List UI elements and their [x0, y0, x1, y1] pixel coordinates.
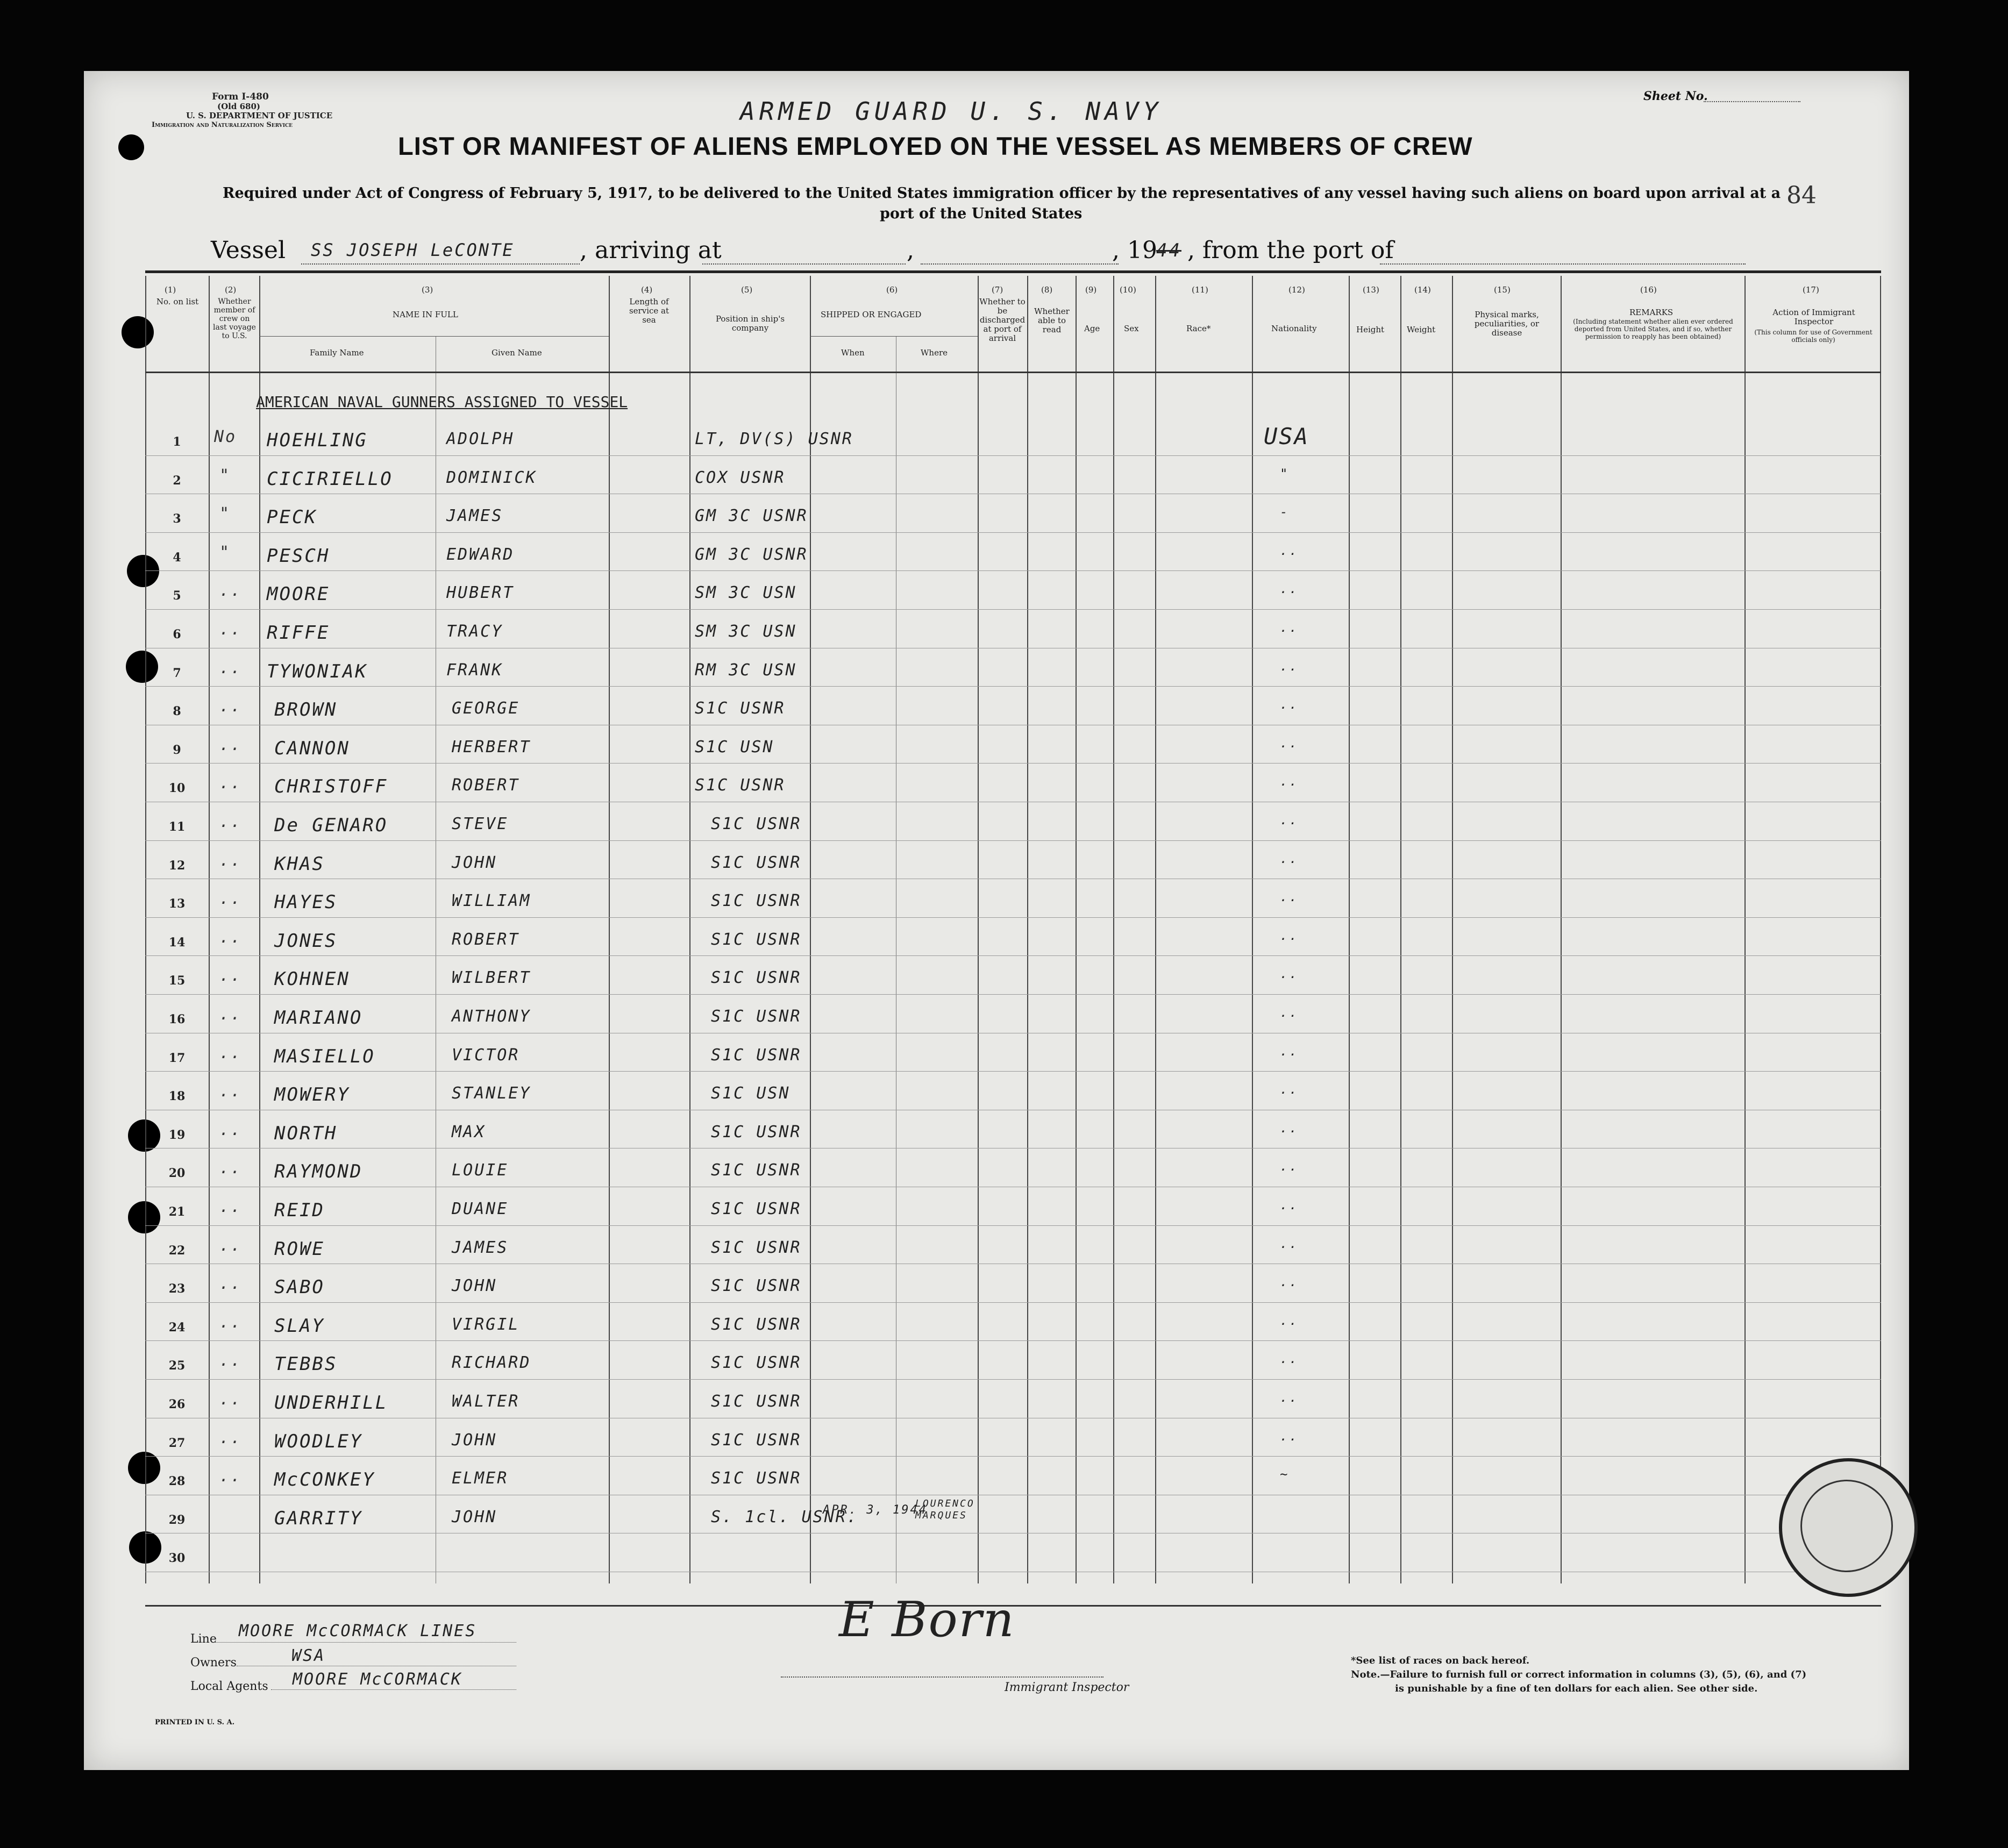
- col-3-num: (3): [422, 285, 433, 295]
- crew-member-last-voyage: ..: [219, 1390, 243, 1409]
- col-7-num: (7): [992, 285, 1003, 295]
- vessel-field-line: [301, 263, 580, 265]
- row-number: 11: [168, 820, 186, 834]
- family-name: JONES: [274, 930, 338, 952]
- nationality: ..: [1280, 1312, 1299, 1328]
- family-name: NORTH: [274, 1122, 338, 1144]
- crew-member-last-voyage: ..: [219, 927, 243, 947]
- given-name: HERBERT: [452, 737, 531, 757]
- family-name: CHRISTOFF: [274, 776, 388, 798]
- given-name: JOHN: [452, 1430, 497, 1450]
- family-name: KHAS: [274, 853, 325, 875]
- given-name: LOUIE: [452, 1161, 509, 1180]
- row-number: 19: [168, 1128, 186, 1142]
- position-in-company: LT, DV(S) USNR: [695, 430, 853, 448]
- row-number: 29: [168, 1512, 186, 1527]
- nationality: ..: [1280, 1351, 1299, 1367]
- row-number: 10: [168, 781, 186, 796]
- crew-member-last-voyage: ..: [219, 1043, 243, 1062]
- given-name: ROBERT: [452, 776, 520, 795]
- col-3-label: NAME IN FULL: [393, 310, 458, 319]
- vessel-label: Vessel: [211, 237, 286, 264]
- col-6-num: (6): [886, 285, 898, 295]
- col-11-label: Race*: [1186, 324, 1211, 333]
- family-name: SLAY: [274, 1315, 325, 1337]
- table-row: [145, 1113, 1881, 1152]
- col-9-label: Age: [1084, 324, 1100, 333]
- col-6-label: SHIPPED OR ENGAGED: [821, 310, 922, 319]
- family-name: PESCH: [267, 545, 330, 567]
- col-14-label: Weight: [1407, 325, 1436, 334]
- nationality: ..: [1280, 1428, 1299, 1444]
- col-5-num: (5): [741, 285, 753, 295]
- name-subheader-rule: [259, 336, 609, 337]
- family-name: WOODLEY: [274, 1430, 363, 1452]
- family-name: CANNON: [274, 737, 350, 759]
- position-in-company: S1C USNR: [711, 1315, 802, 1334]
- given-name: WALTER: [452, 1392, 520, 1411]
- table-row: [145, 497, 1881, 536]
- table-row: [145, 536, 1881, 574]
- col-10-num: (10): [1120, 285, 1136, 295]
- row-number: 9: [173, 743, 181, 757]
- table-row: [145, 1421, 1881, 1460]
- position-in-company: RM 3C USN: [695, 660, 797, 680]
- position-in-company: S1C USNR: [711, 1392, 802, 1411]
- table-row: [145, 459, 1881, 497]
- family-name: HOEHLING: [267, 430, 368, 451]
- crew-member-last-voyage: ..: [219, 658, 243, 677]
- footer-agents-value: MOORE McCORMACK: [293, 1670, 462, 1689]
- arriving-field-line: [702, 263, 906, 265]
- year-value: 44: [1156, 240, 1181, 261]
- nationality: ..: [1280, 1043, 1299, 1059]
- family-name: MARIANO: [274, 1007, 363, 1029]
- crew-member-last-voyage: ..: [219, 1197, 243, 1216]
- given-name: WILLIAM: [452, 891, 531, 911]
- nationality: ..: [1280, 966, 1299, 982]
- row-number: 22: [168, 1243, 186, 1258]
- crew-member-last-voyage: ..: [219, 851, 243, 870]
- footer-agents-label: Local Agents: [190, 1680, 268, 1693]
- position-in-company: S1C USNR: [711, 1122, 802, 1141]
- given-name: TRACY: [446, 622, 503, 641]
- crew-member-last-voyage: ..: [219, 966, 243, 986]
- given-name: ANTHONY: [452, 1007, 531, 1026]
- position-in-company: S1C USNR: [711, 815, 802, 833]
- position-in-company: S1C USNR: [711, 891, 802, 911]
- given-name: VIRGIL: [452, 1315, 520, 1334]
- table-row: [145, 1267, 1881, 1305]
- form-old-number: (Old 680): [217, 102, 260, 111]
- form-subtitle-2: port of the United States: [880, 205, 1083, 222]
- table-row: [145, 1344, 1881, 1382]
- nationality: ..: [1280, 812, 1299, 827]
- row-number: 8: [173, 704, 181, 719]
- position-in-company: S1C USNR: [711, 1469, 802, 1488]
- row-number: 15: [168, 974, 186, 988]
- table-row: [145, 844, 1881, 882]
- position-in-company: COX USNR: [695, 468, 786, 487]
- family-name: MOORE: [267, 583, 330, 605]
- crew-member-last-voyage: ": [219, 504, 231, 524]
- table-row: [145, 766, 1881, 805]
- col-16-label: REMARKS: [1629, 308, 1674, 317]
- given-name: VICTOR: [452, 1045, 520, 1065]
- form-title: LIST OR MANIFEST OF ALIENS EMPLOYED ON THE VESSEL AS MEMBERS OF CREW: [398, 132, 1473, 160]
- crew-member-last-voyage: ": [219, 543, 231, 562]
- given-name: DOMINICK: [446, 468, 537, 487]
- from-port-label: , from the port of: [1187, 237, 1394, 264]
- footer-line-label: Line: [190, 1632, 217, 1646]
- col-12-label: Nationality: [1271, 324, 1317, 333]
- row-number: 3: [173, 512, 181, 526]
- table-row: [145, 882, 1881, 921]
- table-row: [145, 651, 1881, 690]
- footer-owners-value: WSA: [291, 1646, 326, 1665]
- given-name: DUANE: [452, 1200, 509, 1218]
- nationality: ..: [1280, 851, 1299, 866]
- row-number: 7: [173, 666, 181, 680]
- position-in-company: GM 3C USNR: [695, 506, 808, 526]
- table-row: [145, 959, 1881, 997]
- nationality: -: [1280, 504, 1290, 520]
- col-11-num: (11): [1192, 285, 1208, 295]
- family-name: RIFFE: [267, 622, 330, 644]
- crew-member-last-voyage: ..: [219, 1467, 243, 1486]
- table-row: [145, 1151, 1881, 1190]
- col-16-num: (16): [1640, 285, 1657, 295]
- crew-member-last-voyage: ..: [219, 1120, 243, 1139]
- arriving-label: , arriving at: [580, 237, 722, 264]
- consulate-seal: [1779, 1458, 1918, 1597]
- row-number: 25: [168, 1359, 186, 1373]
- row-number: 23: [168, 1282, 186, 1296]
- table-row: [145, 1498, 1881, 1537]
- table-row: [145, 689, 1881, 728]
- family-name: BROWN: [274, 699, 338, 721]
- service-name: Immigration and Naturalization Service: [152, 121, 293, 129]
- shipped-subheader-rule: [810, 336, 978, 337]
- table-row: [145, 1036, 1881, 1075]
- given-name: JOHN: [452, 1507, 497, 1526]
- table-row: [145, 1536, 1881, 1575]
- row-number: 13: [168, 897, 186, 911]
- col-2-label: Whether member of crew on last voyage to U.S.: [213, 297, 256, 340]
- sheet-number-label: Sheet No.: [1643, 89, 1708, 103]
- nationality: ~: [1280, 1467, 1290, 1482]
- position-in-company: S1C USNR: [711, 1353, 802, 1373]
- crew-member-last-voyage: ..: [219, 697, 243, 716]
- position-in-company: GM 3C USNR: [695, 545, 808, 564]
- col-17-label: Action of Immigrant Inspector: [1772, 308, 1855, 326]
- nationality: ..: [1280, 1005, 1299, 1020]
- col-4-label: Length of service at sea: [629, 297, 670, 325]
- given-name: FRANK: [446, 660, 503, 680]
- nationality: ..: [1280, 1390, 1299, 1405]
- family-name: MOWERY: [274, 1084, 350, 1106]
- nationality: ..: [1280, 658, 1299, 674]
- family-name: McCONKEY: [274, 1469, 375, 1491]
- nationality: ..: [1280, 735, 1299, 751]
- col-9-num: (9): [1085, 285, 1097, 295]
- col-12-num: (12): [1288, 285, 1305, 295]
- nationality: ..: [1280, 774, 1299, 789]
- crew-member-last-voyage: ..: [219, 774, 243, 793]
- crew-member-last-voyage: ..: [219, 1236, 243, 1255]
- position-in-company: S1C USNR: [711, 1161, 802, 1180]
- row-number: 28: [168, 1474, 186, 1489]
- table-row: [145, 1305, 1881, 1344]
- row-number: 6: [173, 627, 181, 641]
- table-row: [145, 1074, 1881, 1113]
- nationality: ..: [1280, 581, 1299, 597]
- row-number: 16: [168, 1012, 186, 1026]
- date-field-line: [921, 263, 1119, 265]
- col-6-sub-when: When: [841, 348, 865, 358]
- nationality: ..: [1280, 889, 1299, 905]
- family-name: GARRITY: [274, 1507, 363, 1529]
- col-10-label: Sex: [1124, 324, 1139, 333]
- col-15-num: (15): [1494, 285, 1511, 295]
- fine-note-2: is punishable by a fine of ten dollars for each alien. See other side.: [1395, 1683, 1758, 1694]
- row-number: 24: [168, 1320, 186, 1335]
- table-row: [145, 1382, 1881, 1421]
- given-name: JAMES: [446, 506, 503, 526]
- row-number: 26: [168, 1397, 186, 1411]
- vessel-name: SS JOSEPH LeCONTE: [311, 240, 515, 260]
- inspector-signature: E Born: [839, 1592, 1015, 1648]
- family-name: REID: [274, 1200, 325, 1221]
- row-number: 20: [168, 1166, 186, 1181]
- table-row: [145, 1229, 1881, 1267]
- nationality: USA: [1264, 423, 1309, 449]
- crew-member-last-voyage: ..: [219, 812, 243, 831]
- table-row: [145, 420, 1881, 459]
- crew-table: [145, 276, 1881, 1583]
- family-name: MASIELLO: [274, 1045, 375, 1067]
- nationality: ..: [1280, 1236, 1299, 1251]
- crew-member-last-voyage: ..: [219, 1274, 243, 1294]
- position-in-company: S. 1cl. USNR.: [711, 1507, 858, 1526]
- inspector-label: Immigrant Inspector: [1005, 1681, 1129, 1694]
- row-number: 18: [168, 1089, 186, 1104]
- port-field-line: [1380, 263, 1746, 265]
- table-row: [145, 921, 1881, 959]
- crew-member-last-voyage: ..: [219, 581, 243, 601]
- header-rule: [145, 270, 1881, 273]
- col-8-label: Whether able to read: [1034, 306, 1070, 334]
- position-in-company: S1C USNR: [695, 776, 786, 795]
- col-1-label: No. on list: [156, 297, 199, 306]
- table-row: [145, 574, 1881, 612]
- shipped-when: APR. 3, 1944: [823, 1503, 928, 1517]
- family-name: UNDERHILL: [274, 1392, 388, 1414]
- col-7-label: Whether to be discharged at port of arrival: [979, 297, 1026, 343]
- col-15-label: Physical marks, peculiarities, or disease: [1474, 310, 1540, 338]
- footer-line-value: MOORE McCORMACK LINES: [239, 1622, 477, 1640]
- family-name: ROWE: [274, 1238, 325, 1260]
- row-number: 17: [168, 1051, 186, 1065]
- row-number: 1: [173, 435, 181, 449]
- position-in-company: S1C USNR: [711, 1200, 802, 1218]
- table-row: [145, 728, 1881, 767]
- col-5-label: Position in ship's company: [715, 314, 785, 333]
- col-3-sub-family: Family Name: [310, 348, 364, 358]
- position-in-company: S1C USNR: [711, 853, 802, 872]
- row-number: 2: [173, 473, 181, 488]
- given-name: ROBERT: [452, 930, 520, 949]
- given-name: HUBERT: [446, 583, 515, 603]
- table-row: [145, 1190, 1881, 1229]
- nationality: ..: [1280, 1197, 1299, 1212]
- row-number: 27: [168, 1436, 186, 1450]
- crew-member-last-voyage: ..: [219, 1082, 243, 1101]
- given-name: STEVE: [452, 815, 509, 833]
- nationality: ..: [1280, 1082, 1299, 1097]
- family-name: De GENARO: [274, 815, 388, 836]
- family-name: HAYES: [274, 891, 338, 914]
- col-17-sub-note: (This column for use of Government officials only): [1754, 329, 1872, 344]
- row-number: 30: [168, 1551, 186, 1566]
- footer-agents-rule: [271, 1689, 516, 1690]
- col-16-sub-note: (Including statement whether alien ever ordered deported from United States, and if so, whether permission to reapply has been obtained): [1573, 318, 1733, 340]
- col-13-num: (13): [1363, 285, 1379, 295]
- comma-sep: ,: [907, 237, 914, 264]
- col-3-sub-given: Given Name: [492, 348, 542, 358]
- crew-member-last-voyage: ..: [219, 1159, 243, 1178]
- nationality: ..: [1280, 697, 1299, 712]
- col-2-num: (2): [225, 285, 237, 295]
- fine-note-1: Note.—Failure to furnish full or correct information in columns (3), (5), (6), and (7): [1351, 1669, 1807, 1680]
- footer-owners-label: Owners: [190, 1656, 237, 1669]
- department-name: U. S. DEPARTMENT OF JUSTICE: [186, 111, 333, 120]
- crew-member-last-voyage: ..: [219, 1312, 243, 1332]
- position-in-company: S1C USNR: [695, 699, 786, 718]
- section-heading: AMERICAN NAVAL GUNNERS ASSIGNED TO VESSEL: [256, 393, 628, 411]
- given-name: WILBERT: [452, 968, 531, 988]
- position-in-company: S1C USN: [711, 1084, 791, 1103]
- family-name: TYWONIAK: [267, 660, 368, 682]
- row-number: 21: [168, 1205, 186, 1219]
- crew-member-last-voyage: No: [214, 427, 237, 446]
- given-name: GEORGE: [452, 699, 520, 718]
- given-name: MAX: [452, 1122, 486, 1141]
- position-in-company: SM 3C USN: [695, 622, 797, 641]
- nationality: ..: [1280, 620, 1299, 635]
- table-row: [145, 1459, 1881, 1498]
- footer-line-rule: [215, 1642, 516, 1643]
- table-row: [145, 997, 1881, 1036]
- col-4-num: (4): [641, 285, 653, 295]
- family-name: KOHNEN: [274, 968, 350, 990]
- col-13-label: Height: [1356, 325, 1385, 334]
- given-name: JAMES: [452, 1238, 509, 1257]
- crew-member-last-voyage: ..: [219, 735, 243, 754]
- position-in-company: S1C USNR: [711, 1238, 802, 1257]
- position-in-company: S1C USN: [695, 737, 774, 757]
- col-6-sub-where: Where: [921, 348, 948, 358]
- crew-member-last-voyage: ": [219, 466, 231, 485]
- crew-member-last-voyage: ..: [219, 1428, 243, 1447]
- position-in-company: S1C USNR: [711, 1430, 802, 1450]
- position-in-company: S1C USNR: [711, 1007, 802, 1026]
- row-number: 4: [173, 550, 181, 565]
- printed-in-usa: PRINTED IN U. S. A.: [155, 1718, 235, 1726]
- family-name: CICIRIELLO: [267, 468, 393, 490]
- crew-member-last-voyage: ..: [219, 620, 243, 639]
- table-row: [145, 805, 1881, 844]
- given-name: ADOLPH: [446, 430, 515, 448]
- row-number: 5: [173, 589, 181, 603]
- table-row: [145, 612, 1881, 651]
- given-name: JOHN: [452, 1276, 497, 1296]
- col-1-num: (1): [165, 285, 176, 295]
- nationality: ..: [1280, 1120, 1299, 1136]
- family-name: PECK: [267, 506, 317, 529]
- crew-member-last-voyage: ..: [219, 889, 243, 909]
- page-number: 84: [1786, 182, 1817, 209]
- row-number: 12: [168, 858, 186, 873]
- nationality: ..: [1280, 927, 1299, 943]
- position-in-company: S1C USNR: [711, 930, 802, 949]
- punch-hole: [118, 134, 144, 160]
- position-in-company: S1C USNR: [711, 968, 802, 988]
- sheet-number-field: [1704, 101, 1800, 102]
- given-name: STANLEY: [452, 1084, 531, 1103]
- given-name: JOHN: [452, 853, 497, 872]
- header-bottom-rule: [145, 372, 1881, 373]
- position-in-company: SM 3C USN: [695, 583, 797, 603]
- given-name: EDWARD: [446, 545, 515, 564]
- col-14-num: (14): [1414, 285, 1431, 295]
- nationality: ..: [1280, 1274, 1299, 1290]
- form-subtitle-1: Required under Act of Congress of February 5, 1917, to be delivered to the United States immigration officer by the representatives of any vessel having such aliens on board upon arrival at a: [223, 185, 1781, 202]
- crew-member-last-voyage: ..: [219, 1351, 243, 1371]
- handwritten-header: ARMED GUARD U. S. NAVY: [740, 97, 1163, 126]
- nationality: ": [1280, 466, 1290, 481]
- family-name: TEBBS: [274, 1353, 338, 1375]
- family-name: SABO: [274, 1276, 325, 1298]
- crew-member-last-voyage: ..: [219, 1005, 243, 1024]
- family-name: RAYMOND: [274, 1161, 363, 1183]
- nationality: ..: [1280, 543, 1299, 558]
- position-in-company: S1C USNR: [711, 1276, 802, 1296]
- col-8-num: (8): [1041, 285, 1053, 295]
- col-17-num: (17): [1803, 285, 1819, 295]
- position-in-company: S1C USNR: [711, 1045, 802, 1065]
- races-note: *See list of races on back hereof.: [1351, 1655, 1530, 1666]
- shipped-where: LOURENCO MARQUES: [915, 1497, 975, 1521]
- row-number: 14: [168, 935, 186, 950]
- given-name: RICHARD: [452, 1353, 531, 1373]
- form-number: Form I-480: [212, 91, 269, 102]
- inspector-rule: [781, 1676, 1103, 1678]
- given-name: ELMER: [452, 1469, 509, 1488]
- nationality: ..: [1280, 1159, 1299, 1174]
- year-prefix: , 19: [1112, 237, 1157, 264]
